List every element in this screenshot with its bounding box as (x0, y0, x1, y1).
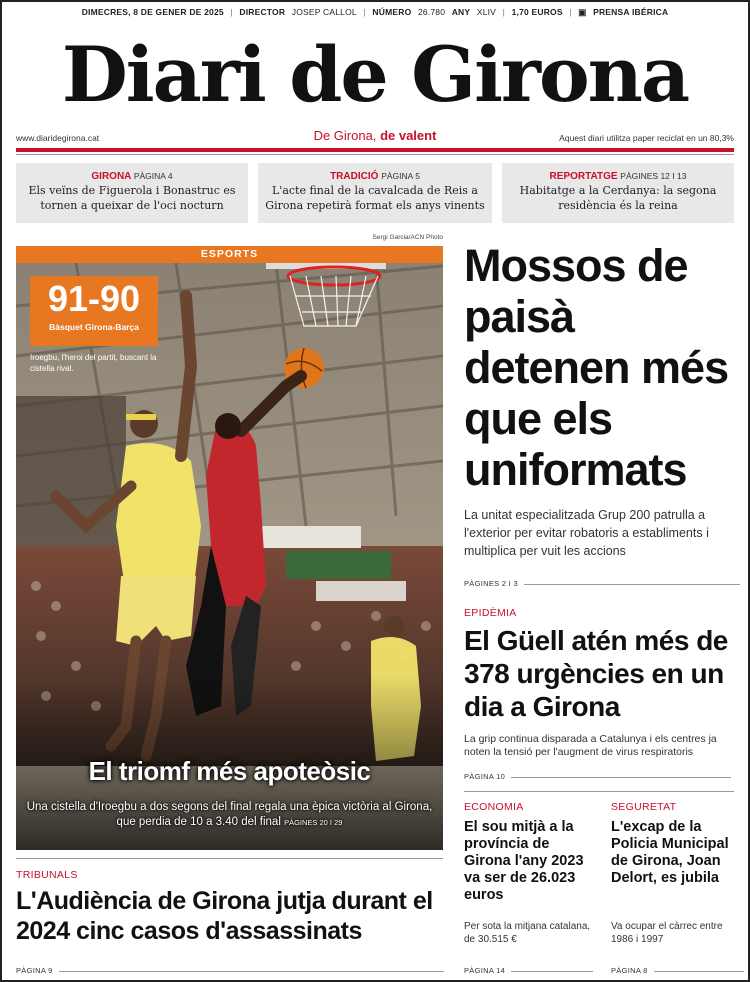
story5-page-ref: PÀGINA 9 (16, 966, 53, 975)
match-label: Bàsquet Girona-Barça (49, 322, 139, 332)
issue-date: DIMECRES, 8 DE GENER DE 2025 (81, 7, 224, 17)
main-subhead: La unitat especialitzada Grup 200 patrulla a l'exterior per evitar robatoris a establiments i multiplica per vuit les accions (464, 508, 709, 558)
director-name: JOSEP CALLOL (291, 7, 357, 17)
photo-headline[interactable]: El triomf més apoteòsic (88, 756, 371, 786)
issue-number: 26.780 (417, 7, 446, 17)
final-score: 91-90 (47, 278, 141, 319)
story5-kicker: TRIBUNALS (16, 869, 78, 881)
story4-subhead: Va ocupar el càrrec entre 1986 i 1997 (611, 921, 723, 945)
story4-kicker: SEGURETAT (611, 801, 677, 813)
photo-subhead: Una cistella d'Iroegbu a dos segons del final regala una èpica victòria al Girona, que perdia de 10 a 3.40 del final PÀGINES 20 I 29 (26, 801, 433, 828)
story3-subhead: Per sota la mitjana catalana, de 30.515 € (464, 921, 591, 945)
website-link[interactable]: www.diaridegirona.cat (16, 133, 100, 143)
teaser-text: Habitatge a la Cerdanya: la segona residència és la reina (519, 184, 717, 212)
story4-headline[interactable]: L'excap de la Policia Municipal de Girona, Joan Delort, es jubila (611, 819, 729, 886)
price: 1,70 EUROS (511, 7, 563, 17)
slogan-part-a: De Girona, (313, 128, 377, 143)
recycle-note: Aquest diari utilitza paper reciclat en un 80,3% (559, 133, 734, 143)
teaser-text: Els veïns de Figuerola i Bonastruc es tornen a queixar de l'oci nocturn (28, 184, 236, 212)
masthead-red-rule (16, 148, 734, 152)
lead-photo[interactable] (16, 246, 443, 850)
masthead-subrow (16, 130, 734, 146)
story3-headline[interactable]: El sou mitjà a la província de Girona l'any 2023 va ser de 26.023 euros (464, 819, 584, 903)
story2-kicker: EPIDÈMIA (464, 607, 517, 619)
photo-pages: PÀGINES 20 I 29 (284, 818, 343, 827)
main-headline[interactable]: Mossos de paisà detenen més que els uniformats (464, 240, 729, 495)
teaser-text: L'acte final de la cavalcada de Reis a Girona repetirà format els anys vinents (265, 184, 485, 212)
teaser-reportatge[interactable] (502, 163, 734, 223)
teaser-kicker: GIRONA PÀGINA 4 (91, 171, 173, 182)
teaser-kicker: TRADICIÓ PÀGINA 5 (330, 171, 420, 182)
divider (464, 791, 734, 792)
story2-page-ref: PÀGINA 10 (464, 772, 506, 781)
main-page-ref: PÀGINES 2 I 3 (464, 579, 518, 588)
director-label: DIRECTOR (239, 7, 286, 17)
story3-kicker: ECONOMIA (464, 801, 524, 813)
info-bar: DIMECRES, 8 DE GENER DE 2025 | DIRECTOR JOSEP CALLOL | NÚMERO 26.780 ANY XLIV | 1,70 EUROS | ▣ PRENSA IBÉRICA (81, 7, 669, 17)
photo-credit: Sergi Garcia/ACN Photo (372, 234, 443, 241)
section-bar-sports[interactable]: ESPORTS (16, 246, 443, 263)
divider (16, 858, 443, 859)
story3-page-ref: PÀGINA 14 (464, 966, 506, 975)
score-box (30, 276, 158, 346)
story2-headline[interactable]: El Güell atén més de 378 urgències en un dia a Girona (464, 625, 728, 722)
photo-caption: Iroegbu, l'heroi del partit, buscant la cistella rival. (30, 353, 157, 373)
teaser-kicker: REPORTATGE PÀGINES 12 I 13 (549, 171, 687, 182)
story5-headline[interactable]: L'Audiència de Girona jutja durant el 2024 cinc casos d'assassinats (16, 887, 433, 945)
teaser-tradicio[interactable] (258, 163, 492, 223)
masthead-logo[interactable]: Diari de Girona (61, 30, 689, 119)
slogan-part-b: de valent (380, 128, 437, 143)
year-label: ANY (451, 7, 471, 17)
issue-year: XLIV (476, 7, 497, 17)
publisher-icon: ▣ (578, 7, 587, 17)
story2-subhead: La grip continua disparada a Catalunya i els centres ja noten la tensió per l'augment de virus respiratoris (464, 733, 717, 758)
story4-page-ref: PÀGINA 8 (611, 966, 648, 975)
number-label: NÚMERO (372, 7, 412, 17)
teaser-girona[interactable] (16, 163, 248, 223)
masthead-thin-rule (16, 154, 734, 155)
publisher: PRENSA IBÉRICA (593, 7, 669, 17)
